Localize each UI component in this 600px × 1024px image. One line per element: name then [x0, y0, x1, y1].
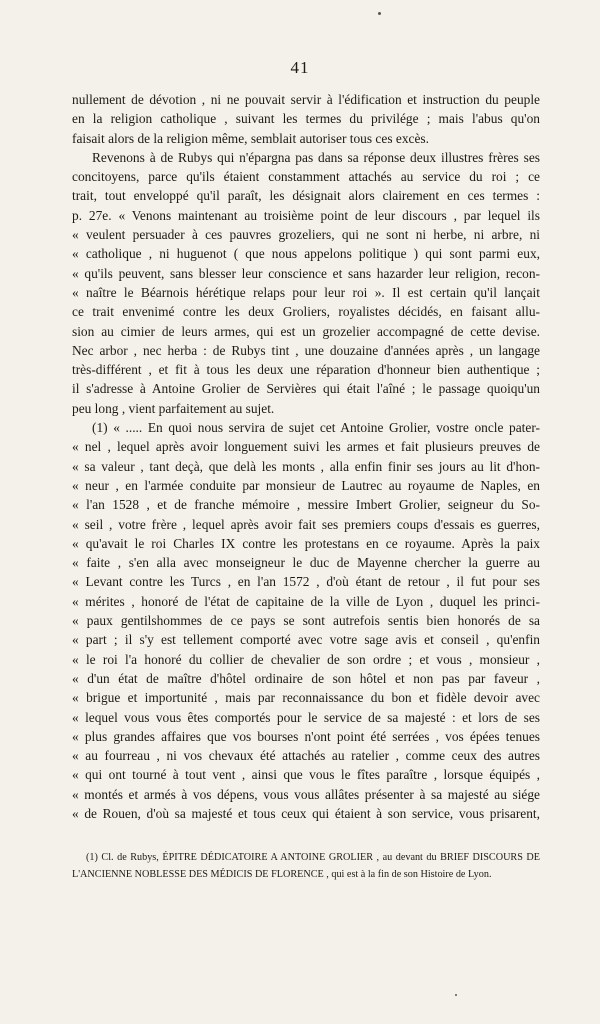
text-line: nullement de dévotion , ni ne pouvait servir à l'édification et instruction du peuple [72, 92, 540, 107]
text-line: faisait alors de la religion même, semblait autoriser tous ces excès. [72, 130, 429, 146]
text-line: « qu'avait le roi Charles IX contre les protestans en ce royaume. Après la paix [72, 535, 540, 551]
text-line: « d'un état de maître d'hôtel ordinaire de son hôtel et non pas par faveur , [72, 670, 540, 686]
text-line: « montés et armés à vos dépens, vous vous allâtes présenter à sa majesté au siége [72, 786, 540, 802]
text-line: « veulent persuader à ces pauvres grozeliers, qui ne sont ni herbe, ni arbre, ni [72, 227, 540, 243]
text-line: « plus grandes affaires que vos bourses n'ont point été serrées , vos épées tenues [72, 728, 540, 744]
text-line: « lequel vous vous êtes comportés pour le service de sa majesté : et lors de ses [72, 709, 540, 725]
print-speck [455, 994, 457, 996]
text-line: « faite , s'en alla avec monseigneur le duc de Mayenne chercher la guerre au [72, 555, 540, 571]
text-line: « seil , votre frère , lequel après avoir fait ses premiers coups d'essais es guerres, [72, 516, 540, 532]
text-line: concitoyens, parce qu'ils étaient constamment attachés au service du roi ; ce [72, 169, 540, 185]
text-line: en la religion catholique , suivant les termes du privilége ; mais l'abus qu'on [72, 111, 540, 127]
body-text [72, 90, 540, 823]
text-line: « naître le Béarnois hérétique relaps pour leur roi ». Il est certain qu'il lançait [72, 284, 540, 300]
text-line: « mérites , honoré de l'état de capitaine de la ville de Lyon , duquel les princi- [72, 593, 540, 609]
text-line: trait, tout enveloppé qu'il paraît, les désignait alors clairement en ces termes : [72, 188, 540, 204]
page-number: 41 [290, 58, 310, 77]
text-line: sion au cimier de leurs armes, qui est un grozelier accompagné de cette devise. [72, 323, 540, 339]
text-line: (1) « ..... En quoi nous servira de sujet cet Antoine Grolier, vostre oncle pater- [92, 420, 540, 436]
text-line: « le roi l'a honoré du collier de chevalier de son ordre ; et vous , monsieur , [72, 651, 540, 667]
text-line: « brigue et importunité , mais par reconnaissance du bon et fidèle devoir avec [72, 690, 540, 706]
footnote [72, 849, 540, 883]
text-line: p. 27e. « Venons maintenant au troisième point de leur discours , par lequel ils [72, 207, 540, 223]
text-line: « l'an 1528 , et de franche mémoire , messire Imbert Grolier, seigneur du So- [72, 497, 540, 513]
text-line: « catholique , ni huguenot ( que nous appelons politique ) qui sont parmi eux, [72, 246, 540, 262]
text-line: « au fourreau , ni vos chevaux été attachés au ratelier , comme ceux des autres [72, 748, 540, 764]
text-line: « neur , en l'armée conduite par monsieur de Lautrec au royaume de Naples, en [72, 477, 540, 493]
text-line: ce trait envenimé contre les deux Groliers, royalistes décidés, en faisant allu- [72, 304, 540, 320]
text-line: très-différent , et fit à tous les deux une réparation d'honneur bien authentique ; [72, 362, 540, 378]
text-line: « part ; il s'y est tellement comporté avec votre sage avis et conseil , qu'enfin [72, 632, 540, 648]
footnote-line: L'ANCIENNE NOBLESSE DES MÉDICIS DE FLORENCE , qui est à la fin de son Histoire de Lyon. [72, 869, 492, 880]
text-line: il s'adresse à Antoine Grolier de Servières qui était l'aîné ; le passage quoiqu'un [72, 381, 540, 397]
text-line: « qui ont tourné à tout vent , ainsi que vous le fîtes paraître , lorsque équipés , [72, 767, 540, 783]
text-line: Revenons à de Rubys qui n'épargna pas dans sa réponse deux illustres frères ses [92, 149, 540, 165]
text-line: « qu'ils peuvent, sans blesser leur conscience et sans hazarder leur religion, recon- [72, 265, 540, 281]
text-line: peu long , vient parfaitement au sujet. [72, 400, 275, 416]
text-line: Nec arbor , nec herba : de Rubys tint , une douzaine d'années après , un langage [72, 342, 540, 358]
print-speck [378, 12, 381, 15]
text-line: « nel , lequel après avoir longuement suivi les armes et fait plusieurs preuves de [72, 439, 540, 455]
footnote-line: (1) Cl. de Rubys, ÉPITRE DÉDICATOIRE A ANTOINE GROLIER , au devant du BRIEF DISCOURS DE [86, 852, 540, 863]
text-line: « paux gentilshommes de ce pays se sont autrefois sentis bien honorés de sa [72, 613, 540, 629]
text-line: « Levant contre les Turcs , en l'an 1572 , d'où étant de retour , il fut pour ses [72, 574, 540, 590]
text-line: « de Rouen, d'où sa majesté et tous ceux qui étaient à son service, vous prisarent, [72, 805, 540, 821]
text-line: « sa valeur , tant deçà, que delà les monts , alla enfin finir ses jours au lit d'hon- [72, 458, 540, 474]
